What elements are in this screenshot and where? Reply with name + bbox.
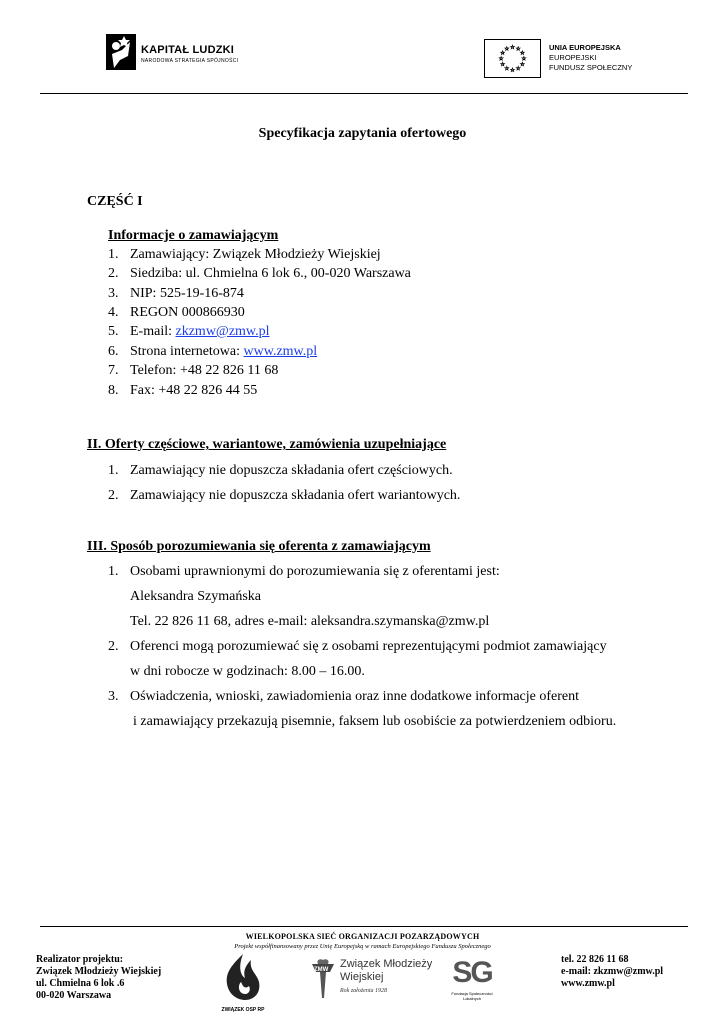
eu-logo-line1: UNIA EUROPEJSKA [549,43,621,52]
zmw-name-line2: Wiejskiej [340,971,384,983]
item-text [130,324,270,340]
fsl-logo [447,955,497,1010]
item-number: 2. [108,488,119,503]
eu-star-icon [501,62,505,65]
item-number: 4. [108,305,119,320]
contact-person: Aleksandra Szymańska [130,589,262,604]
eu-logo-text [549,43,632,73]
eu-star-icon [501,51,505,54]
item-number: 3. [108,689,119,704]
part-heading: CZĘŚĆ I [87,194,143,209]
footer-right-line: www.zmw.pl [561,978,615,989]
item-number: 6. [108,344,119,359]
zmw-badge: ZMW [314,967,329,973]
footer-right-line: tel. 22 826 11 68 [561,954,629,965]
email-link[interactable]: zkzmw@zmw.pl [175,324,270,339]
flame-icon [215,952,271,1002]
list-item [108,266,411,282]
eu-star-icon [511,45,515,48]
item-number: 8. [108,383,119,398]
list-item [108,324,270,340]
eu-logo-line3: FUNDUSZ SPOŁECZNY [549,63,633,72]
list-item [108,564,500,580]
section3-heading: III. Sposób porozumiewania się oferenta z zamawiającym [87,539,431,554]
list-item [108,305,245,321]
item-text: Oferenci mogą porozumiewać się z osobami reprezentującymi podmiot zamawiający [130,639,607,654]
zmw-logo [308,958,438,1002]
item-text: Siedziba: ul. Chmielna 6 lok 6., 00-020 Warszawa [130,266,411,281]
eu-star-icon [516,47,520,50]
item-text [130,344,317,360]
list-item [108,689,579,705]
item-text: Zamawiający: Związek Młodzieży Wiejskiej [130,247,381,262]
list-item [108,488,461,504]
footer-left-line: Realizator projektu: [36,954,124,965]
section2-heading: II. Oferty częściowe, wariantowe, zamówienia uzupełniające [87,437,447,452]
zmw-name-line1: Związek Młodzieży [340,958,433,970]
eu-star-icon [521,62,525,65]
eu-star-icon [505,66,509,69]
item-number: 2. [108,266,119,281]
fsl-mark: SG [452,956,492,989]
item-text-continued: i zamawiający przekazują pisemnie, faksem lub osobiście za potwierdzeniem odbioru. [133,714,617,729]
list-item [108,463,453,479]
document-title: Specyfikacja zapytania ofertowego [258,126,467,141]
item-number: 2. [108,639,119,654]
item-text: Zamawiający nie dopuszcza składania ofert częściowych. [130,463,453,478]
footer-realizer [36,954,161,1002]
item-text-continued: w dni robocze w godzinach: 8.00 – 16.00. [130,664,365,679]
eu-star-icon [516,66,520,69]
eu-star-icon [499,57,503,60]
footer-cofinancing-note: Projekt współfinansowany przez Unię Europejską w ramach Europejskiego Funduszu Społecznego [234,943,491,950]
zmw-caption: Rok założenia 1928 [340,988,387,994]
list-item [108,247,381,263]
footer-left-line: ul. Chmielna 6 lok .6 [36,978,125,989]
kapital-ludzki-subtitle: NARODOWA STRATEGIA SPÓJNOŚCI [141,58,239,64]
list-item [108,363,279,379]
item-text: Fax: +48 22 826 44 55 [130,383,258,398]
item-text: Zamawiający nie dopuszcza składania ofert wariantowych. [130,488,461,503]
torch-icon [308,958,338,1000]
footer-organization: WIELKOPOLSKA SIEĆ ORGANIZACJI POZARZĄDOWYCH [245,932,480,941]
list-item [108,344,318,360]
item-text: Oświadczenia, wnioski, zawiadomienia oraz inne dodatkowe informacje oferent [130,689,579,704]
item-number: 3. [108,286,119,301]
eu-star-icon [511,68,515,71]
list-item [108,639,607,655]
email-label: E-mail: [130,324,176,339]
footer-right-line: e-mail: zkzmw@zmw.pl [561,966,664,977]
item-text: Osobami uprawnionymi do porozumiewania się z oferentami jest: [130,564,500,579]
eu-logo-line2: EUROPEJSKI [549,53,597,62]
kapital-ludzki-title: KAPITAŁ LUDZKI [141,44,235,56]
item-number: 7. [108,363,119,378]
eu-star-icon [522,57,526,60]
eu-star-icon [521,51,525,54]
item-number: 1. [108,463,119,478]
item-text: REGON 000866930 [130,305,245,320]
footer-left-line: Związek Młodzieży Wiejskiej [36,966,162,977]
eu-flag-icon [484,39,541,78]
item-number: 1. [108,564,119,579]
list-item [108,286,244,302]
section1-heading: Informacje o zamawiającym [108,228,279,243]
website-label: Strona internetowa: [130,344,244,359]
kapital-ludzki-logo-icon [100,32,140,72]
list-item [108,383,258,399]
item-text: NIP: 525-19-16-874 [130,286,244,301]
osp-logo [215,952,271,1012]
header-divider [40,93,688,94]
item-number: 1. [108,247,119,262]
item-text: Telefon: +48 22 826 11 68 [130,363,279,378]
website-link[interactable]: www.zmw.pl [243,344,318,359]
contact-details: Tel. 22 826 11 68, adres e-mail: aleksandra.szymanska@zmw.pl [130,614,490,629]
footer-divider [40,926,688,927]
eu-star-icon [505,47,509,50]
fsl-caption: Fundacja Społeczności Lokalnych [451,991,493,1001]
footer-contact [561,954,663,990]
item-number: 5. [108,324,119,339]
osp-caption: ZWIĄZEK OSP RP [221,1007,265,1013]
footer-left-line: 00-020 Warszawa [36,990,112,1001]
